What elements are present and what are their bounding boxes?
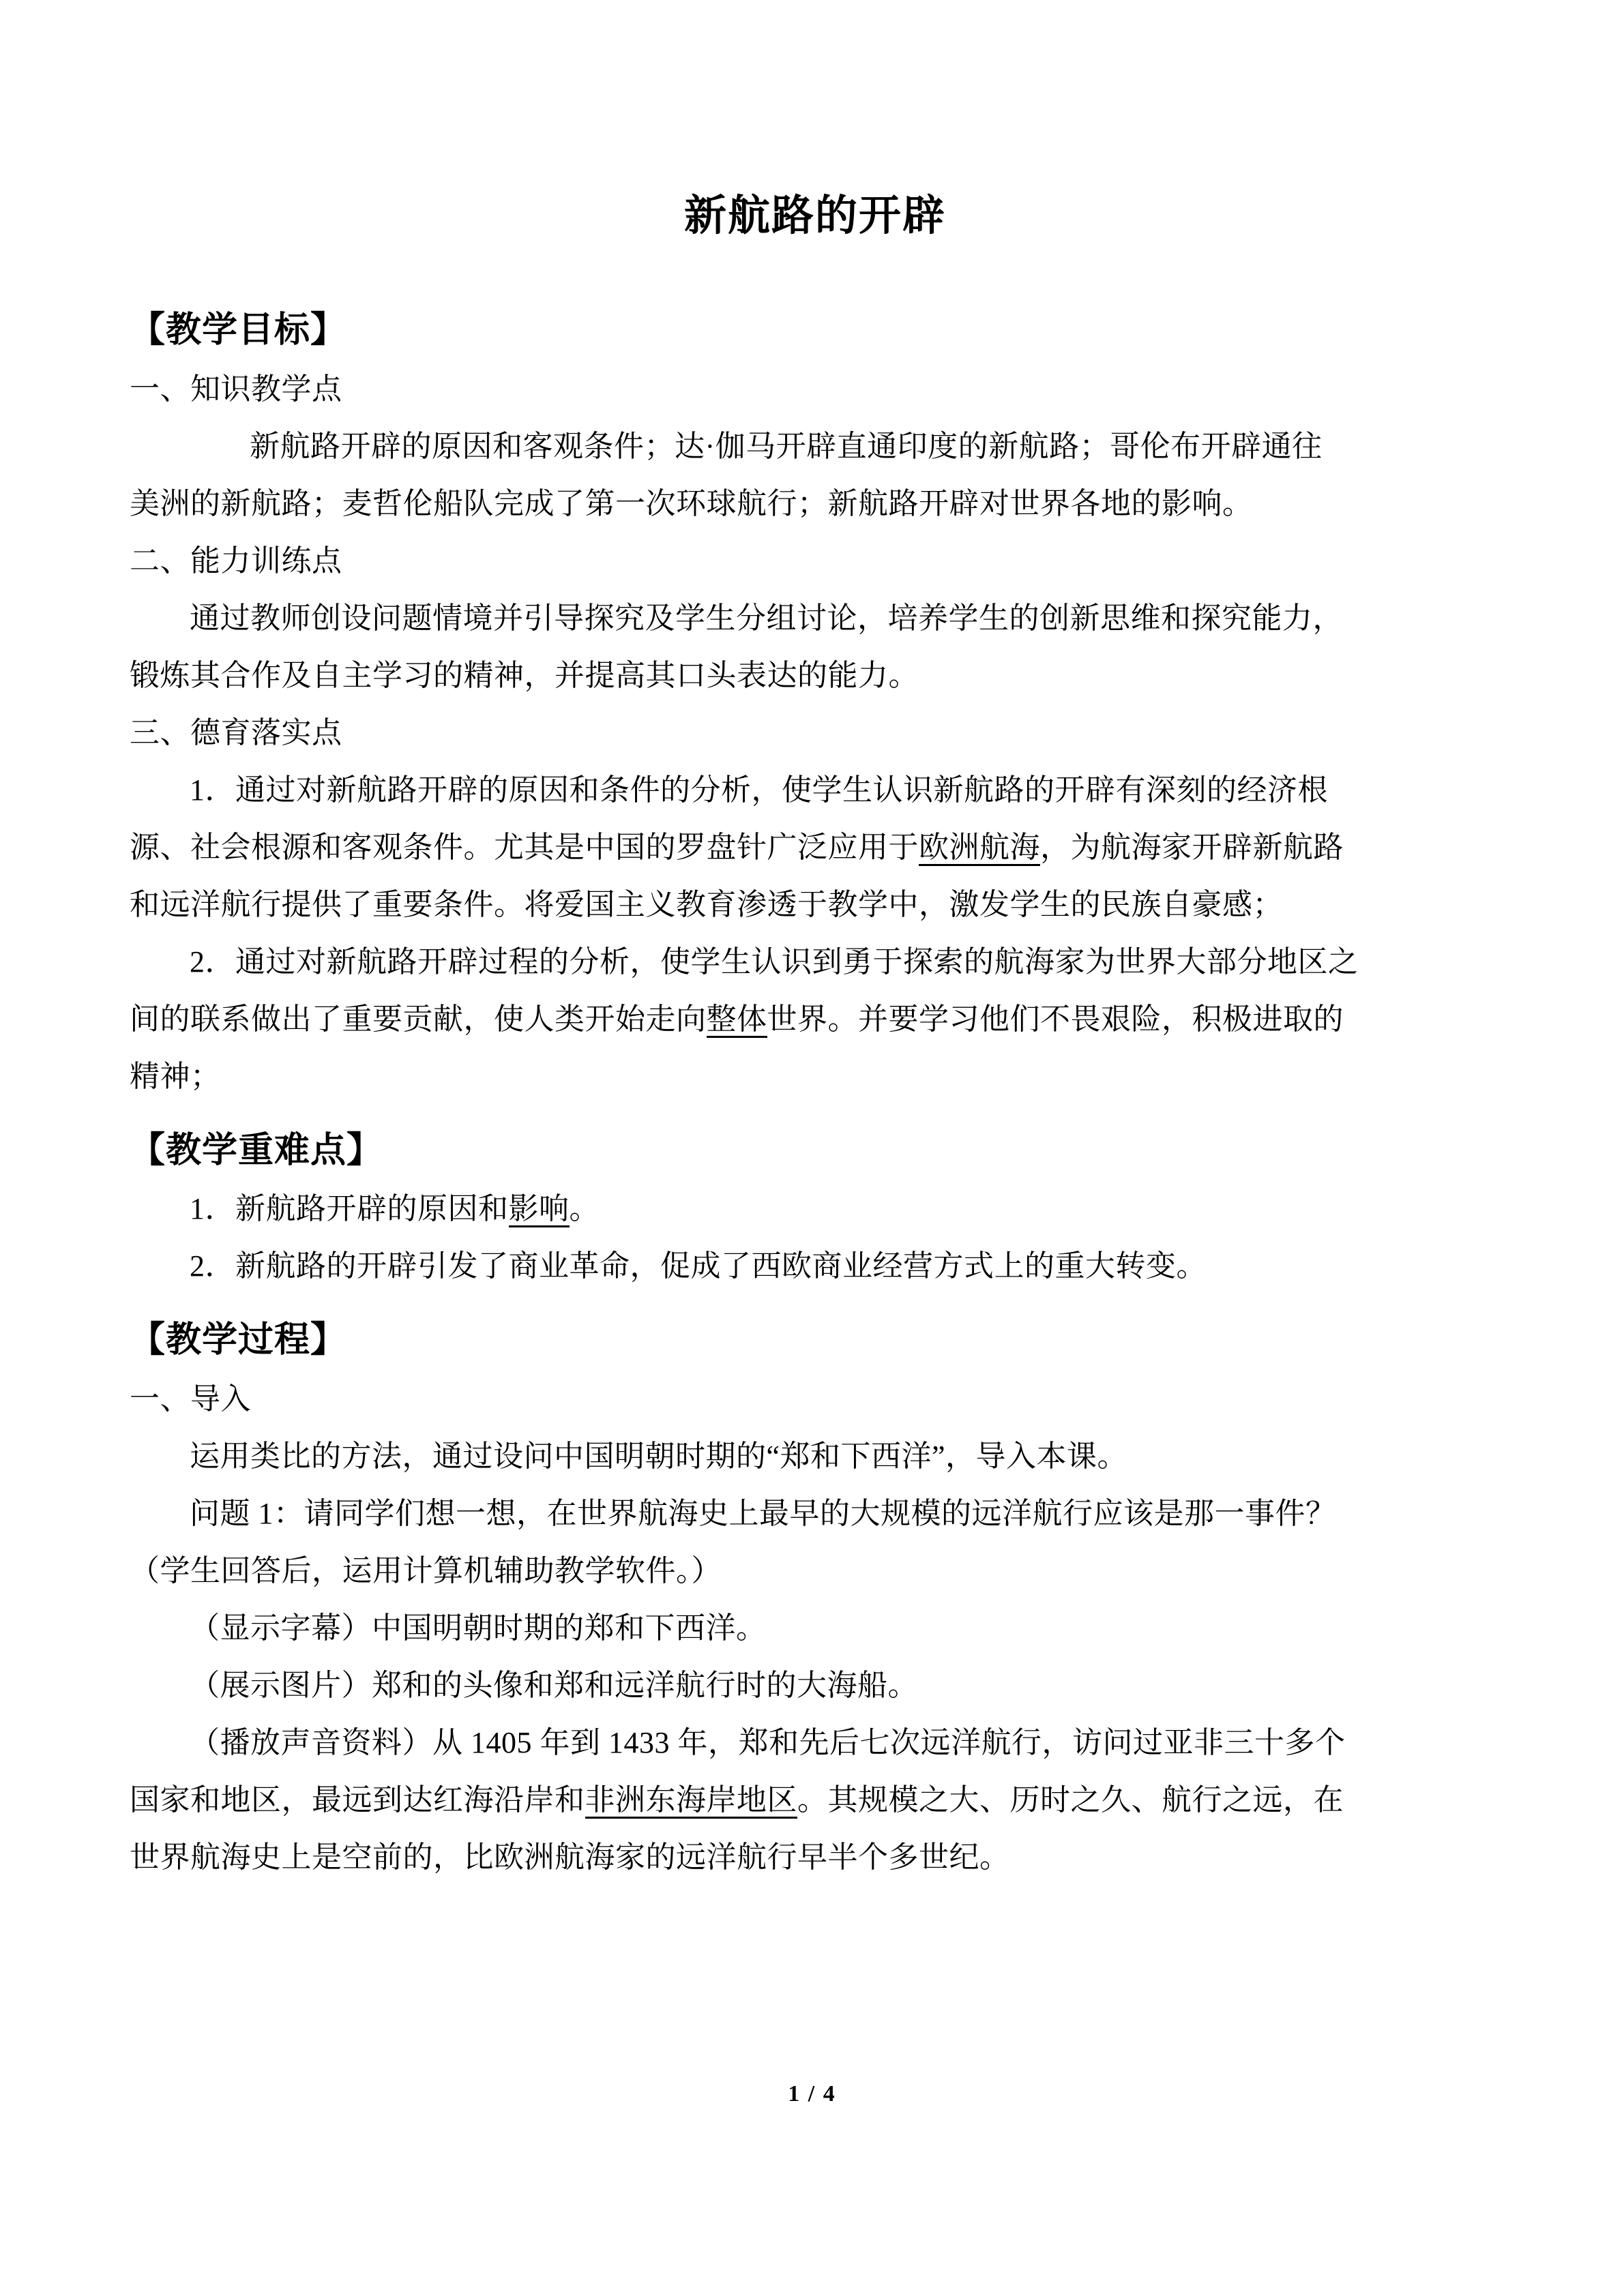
moral-2-text-post: 世界。并要学习他们不畏艰险，积极进取的	[767, 1002, 1344, 1036]
process-subheading-introduction: 一、导入	[130, 1382, 251, 1416]
page-number-footer: 1 / 4	[788, 2081, 836, 2106]
goals-moral-item-2-line-2	[130, 991, 1501, 1048]
section-heading-teaching-process: 【教学过程】	[130, 1321, 347, 1360]
spacer	[130, 354, 1501, 361]
key-1-text-post: 。	[569, 1192, 600, 1226]
process-question-line-2: （学生回答后，运用计算机辅助教学软件。）	[130, 1553, 722, 1587]
goals-moral-item-1-line-2	[130, 819, 1501, 876]
process-question-line-1: 问题 1：请同学们想一想，在世界航海史上最早的大规模的远洋航行应该是那一事件？	[190, 1496, 1336, 1530]
process-picture-cue: （展示图片）郑和的头像和郑和远洋航行时的大海船。	[190, 1668, 918, 1702]
spacer	[130, 1174, 1501, 1180]
goals-moral-item-1-line-3: 和远洋航行提供了重要条件。将爱国主义教育渗透于教学中，激发学生的民族自豪感；	[130, 887, 1283, 921]
goals-moral-item-2-line-1: 2．通过对新航路开辟过程的分析，使学生认识到勇于探索的航海家为世界大部分地区之	[190, 944, 1359, 979]
key-point-item-2: 2．新航路的开辟引发了商业革命，促成了西欧商业经营方式上的重大转变。	[190, 1249, 1207, 1283]
section-heading-key-difficulties: 【教学重难点】	[130, 1131, 383, 1170]
goals-subheading-ability: 二、能力训练点	[130, 543, 342, 578]
moral-1-text-post: ，为航海家开辟新航路	[1040, 830, 1344, 864]
moral-1-underlined-term: 欧洲航海	[919, 831, 1040, 866]
goals-knowledge-line-2: 美洲的新航路；麦哲伦船队完成了第一次环球航行；新航路开辟对世界各地的影响。	[130, 486, 1253, 520]
process-audio-cue-line-1: （播放声音资料）从 1405 年到 1433 年，郑和先后七次远洋航行，访问过亚非三十多个	[190, 1725, 1346, 1759]
process-intro-line: 运用类比的方法，通过设问中国明朝时期的“郑和下西洋”，导入本课。	[190, 1439, 1128, 1473]
goals-subheading-moral: 三、德育落实点	[130, 715, 342, 749]
goals-ability-line-1: 通过教师创设问题情境并引导探究及学生分组讨论，培养学生的创新思维和探究能力，	[190, 601, 1343, 635]
page-content	[130, 0, 1501, 1886]
moral-1-text-pre: 源、社会根源和客观条件。尤其是中国的罗盘针广泛应用于	[130, 830, 919, 864]
goals-ability-line-2: 锻炼其合作及自主学习的精神，并提高其口头表达的能力。	[130, 658, 919, 692]
key-point-item-1	[130, 1180, 1501, 1238]
moral-2-text-pre: 间的联系做出了重要贡献，使人类开始走向	[130, 1002, 707, 1036]
process-audio-cue-line-2	[130, 1772, 1501, 1829]
spacer	[130, 1364, 1501, 1371]
audio-2-text-pre: 国家和地区，最远到达红海沿岸和	[130, 1783, 585, 1817]
goals-moral-item-1-line-1: 1．通过对新航路开辟的原因和条件的分析，使学生认识新航路的开辟有深刻的经济根	[190, 773, 1328, 807]
goals-subheading-knowledge: 一、知识教学点	[130, 372, 342, 406]
process-subtitle-cue: （显示字幕）中国明朝时期的郑和下西洋。	[190, 1611, 767, 1645]
key-1-underlined-term: 影响	[509, 1192, 570, 1227]
goals-moral-item-2-line-3: 精神；	[130, 1059, 221, 1093]
audio-2-text-post: 。其规模之大、历时之久、航行之远，在	[797, 1783, 1344, 1817]
audio-2-underlined-term: 非洲东海岸地区	[585, 1783, 798, 1819]
moral-2-underlined-term: 整体	[707, 1002, 767, 1038]
process-audio-cue-line-3: 世界航海史上是空前的，比欧洲航海家的远洋航行早半个多世纪。	[130, 1840, 1010, 1874]
page-title: 新航路的开辟	[683, 193, 946, 239]
key-1-text-pre: 1．新航路开辟的原因和	[190, 1192, 509, 1226]
goals-knowledge-line-1: 新航路开辟的原因和客观条件；达·伽马开辟直通印度的新航路；哥伦布开辟通往	[250, 429, 1323, 463]
section-heading-teaching-goals: 【教学目标】	[130, 311, 347, 351]
